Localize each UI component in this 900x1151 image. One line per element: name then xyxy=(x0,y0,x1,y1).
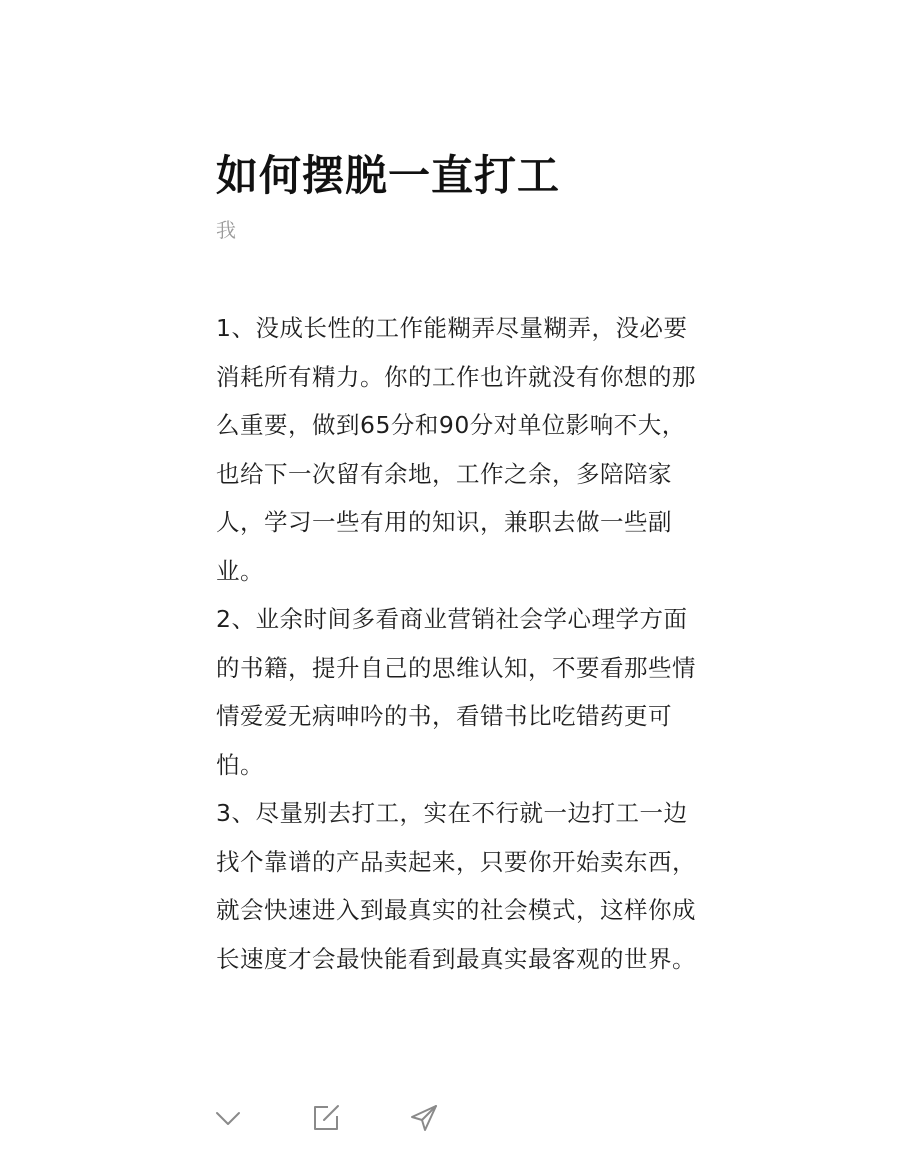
article-body xyxy=(216,304,696,983)
article xyxy=(216,148,696,983)
article-paragraph-2: 2、业余时间多看商业营销社会学心理学方面的书籍，提升自己的思维认知，不要看那些情情爱爱无病呻吟的书，看错书比吃错药更可怕。 xyxy=(216,605,696,779)
article-title: 如何摆脱一直打工 xyxy=(216,151,561,200)
article-paragraph-1: 1、没成长性的工作能糊弄尽量糊弄，没必要消耗所有精力。你的工作也许就没有你想的那么重要，做到65分和90分对单位影响不大，也给下一次留有余地，工作之余，多陪陪家人，学习一些有用的知识，兼职去做一些副业。 xyxy=(216,314,696,585)
bottom-toolbar xyxy=(210,1098,504,1138)
chevron-down-icon xyxy=(214,1104,242,1132)
article-paragraph-3: 3、尽量别去打工，实在不行就一边打工一边找个靠谱的产品卖起来，只要你开始卖东西，就会快速进入到最真实的社会模式，这样你成长速度才会最快能看到最真实最客观的世界。 xyxy=(216,799,696,973)
send-button[interactable] xyxy=(406,1100,442,1136)
article-author: 我 xyxy=(216,218,236,242)
collapse-button[interactable] xyxy=(210,1100,246,1136)
edit-button[interactable] xyxy=(308,1100,344,1136)
edit-icon xyxy=(311,1103,341,1133)
send-icon xyxy=(409,1103,439,1133)
